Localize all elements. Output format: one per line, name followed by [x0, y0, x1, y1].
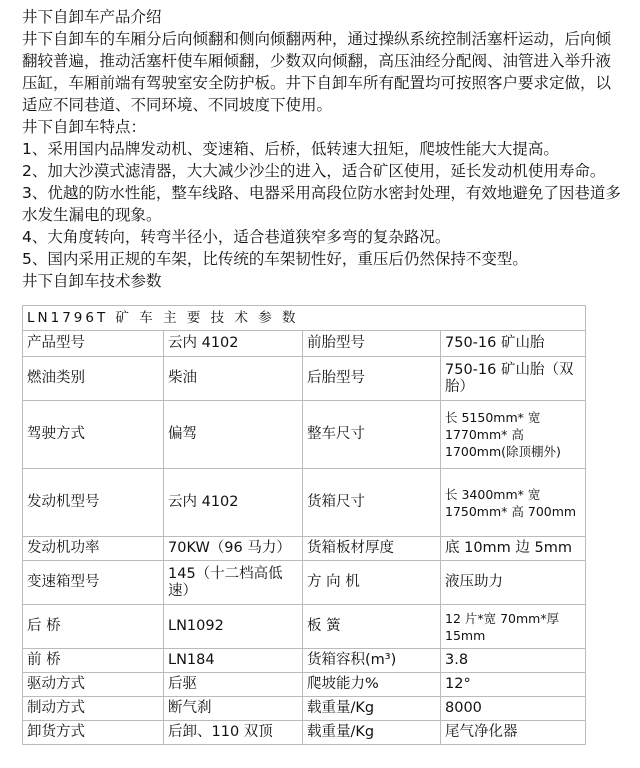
table-cell: 尾气净化器 — [441, 721, 586, 745]
table-cell: 液压助力 — [441, 561, 586, 605]
table-cell: 板 簧 — [303, 605, 441, 649]
table-cell: 后卸、110 双顶 — [164, 721, 303, 745]
intro-paragraph: 井下自卸车的车厢分后向倾翻和侧向倾翻两种，通过操纵系统控制活塞杆运动，后向倾翻较普遍，推动活塞杆使车厢倾翻，少数双向倾翻，高压油经分配阀、油管进入举升液压缸，车厢前端有驾驶室安全防护板。井下自卸车所有配置均可按照客户要求定做，以适应不同巷道、不同环境、不同坡度下使用。 — [22, 30, 612, 114]
table-row — [23, 469, 586, 537]
table-cell: 云内 4102 — [164, 331, 303, 357]
table-cell: 货箱板材厚度 — [303, 537, 441, 561]
table-cell: 长 5150mm* 宽 1770mm* 高 1700mm(除顶棚外) — [441, 401, 586, 469]
table-cell: 断气刹 — [164, 697, 303, 721]
intro-title: 井下自卸车产品介绍 — [22, 8, 162, 26]
table-row — [23, 605, 586, 649]
table-row — [23, 721, 586, 745]
table-cell: 前 桥 — [23, 649, 164, 673]
table-row — [23, 561, 586, 605]
table-cell: 偏驾 — [164, 401, 303, 469]
table-row — [23, 357, 586, 401]
table-cell: 爬坡能力% — [303, 673, 441, 697]
table-cell: 驱动方式 — [23, 673, 164, 697]
table-cell: 制动方式 — [23, 697, 164, 721]
table-cell: 方 向 机 — [303, 561, 441, 605]
params-title: 井下自卸车技术参数 — [22, 272, 162, 290]
table-cell: 货箱容积(m³) — [303, 649, 441, 673]
table-row — [23, 401, 586, 469]
table-cell: LN1092 — [164, 605, 303, 649]
feature-item: 3、优越的防水性能，整车线路、电器采用高段位防水密封处理，有效地避免了因巷道多水发生漏电的现象。 — [22, 184, 621, 224]
table-cell: 后驱 — [164, 673, 303, 697]
table-row — [23, 697, 586, 721]
table-cell: 后 桥 — [23, 605, 164, 649]
table-row — [23, 649, 586, 673]
features-title: 井下自卸车特点： — [22, 118, 147, 136]
table-cell: 12° — [441, 673, 586, 697]
table-cell: 载重量/Kg — [303, 721, 441, 745]
table-cell: 后胎型号 — [303, 357, 441, 401]
table-cell: 8000 — [441, 697, 586, 721]
table-cell: 发动机型号 — [23, 469, 164, 537]
table-cell: 燃油类别 — [23, 357, 164, 401]
table-cell: 载重量/Kg — [303, 697, 441, 721]
table-cell: 前胎型号 — [303, 331, 441, 357]
table-cell: 货箱尺寸 — [303, 469, 441, 537]
table-cell: 云内 4102 — [164, 469, 303, 537]
table-cell: 卸货方式 — [23, 721, 164, 745]
table-cell: 3.8 — [441, 649, 586, 673]
table-row — [23, 673, 586, 697]
intro-section — [22, 6, 622, 292]
table-cell: 变速箱型号 — [23, 561, 164, 605]
feature-item: 1、采用国内品牌发动机、变速箱、后桥，低转速大扭矩，爬坡性能大大提高。 — [22, 140, 559, 158]
table-cell: 产品型号 — [23, 331, 164, 357]
table-header-row — [23, 306, 586, 331]
feature-item: 2、加大沙漠式滤清器，大大减少沙尘的进入，适合矿区使用，延长发动机使用寿命。 — [22, 162, 606, 180]
table-cell: 底 10mm 边 5mm — [441, 537, 586, 561]
table-cell: 70KW（96 马力） — [164, 537, 303, 561]
table-cell: 发动机功率 — [23, 537, 164, 561]
table-cell: 整车尺寸 — [303, 401, 441, 469]
table-cell: 750-16 矿山胎（双胎） — [441, 357, 586, 401]
feature-item: 4、大角度转向，转弯半径小，适合巷道狭窄多弯的复杂路况。 — [22, 228, 451, 246]
spec-table — [22, 305, 586, 745]
table-cell: 750-16 矿山胎 — [441, 331, 586, 357]
table-cell: 145（十二档高低速） — [164, 561, 303, 605]
table-row — [23, 331, 586, 357]
table-cell: 驾驶方式 — [23, 401, 164, 469]
feature-item: 5、国内采用正规的车架，比传统的车架韧性好，重压后仍然保持不变型。 — [22, 250, 528, 268]
table-cell: LN184 — [164, 649, 303, 673]
table-cell: 12 片*宽 70mm*厚 15mm — [441, 605, 586, 649]
table-cell: 长 3400mm* 宽 1750mm* 高 700mm — [441, 469, 586, 537]
table-row — [23, 537, 586, 561]
table-cell: 柴油 — [164, 357, 303, 401]
table-header: LN1796T 矿 车 主 要 技 术 参 数 — [23, 306, 586, 331]
